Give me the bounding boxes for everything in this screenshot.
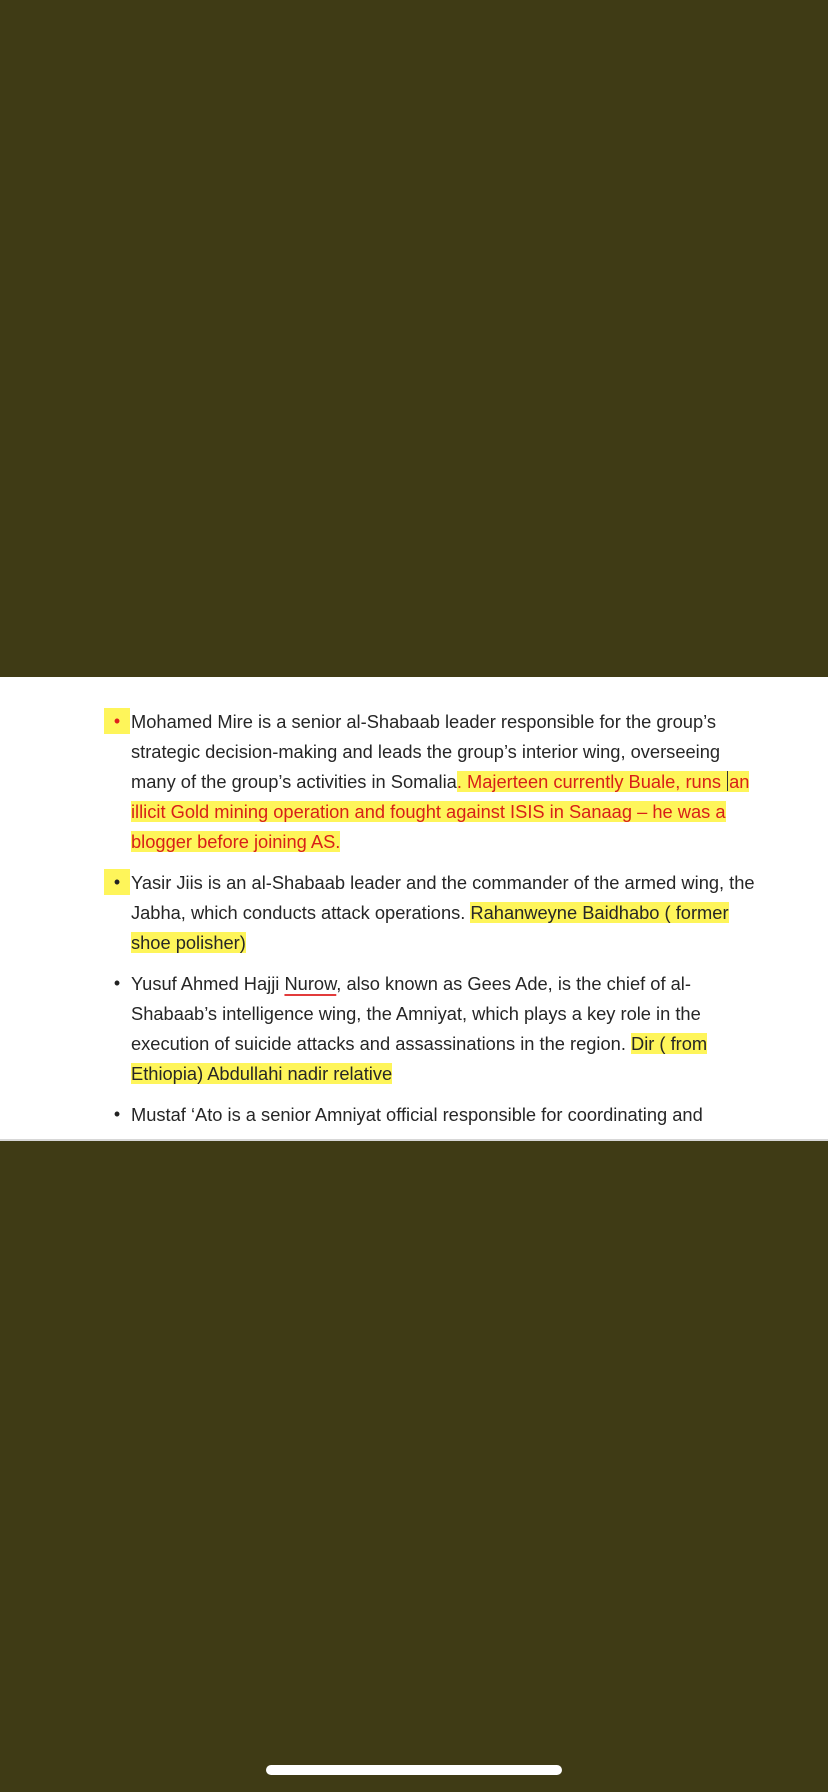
bullet-marker: • [104,869,130,895]
document-page[interactable] [0,677,828,1141]
paragraph[interactable] [131,707,756,857]
paragraph-text: Mustaf ‘Ato is a senior Amniyat official responsible for coordinating and [131,1104,703,1125]
paragraph-text: Mohamed Mire is a senior al-Shabaab leader responsible for the group’s strategic decision-making and leads the group’s interior wing, overseeing many of the group’s activities in Somalia [131,711,721,792]
bullet-marker: • [113,972,121,993]
note-text: an illicit Gold mining operation and fought against ISIS in Sanaag – he was a blogger before joining AS. [131,771,750,852]
paragraph[interactable] [131,1100,756,1130]
list-item[interactable] [0,969,828,1089]
paragraph-text: Yusuf Ahmed Hajji [131,973,285,994]
list-item[interactable] [0,1100,828,1130]
bullet-marker: • [113,1103,121,1124]
highlighted-note: Dir ( from Ethiopia) Abdullahi nadir relative [131,1033,708,1084]
text-cursor [727,771,728,791]
bullet-marker: • [104,708,130,734]
list-item[interactable] [0,707,828,857]
page-divider [0,1139,828,1141]
paragraph[interactable] [131,969,756,1089]
paragraph-text: Yasir Jiis is an al-Shabaab leader and the commander of the armed wing, the Jabha, which conducts attack operations. [131,872,755,923]
misspelled-word[interactable]: Nurow [284,973,337,994]
note-text: . Majerteen currently Buale, runs [456,771,727,792]
highlighted-note: Rahanweyne Baidhabo ( former shoe polisher) [131,902,729,953]
paragraph-text: , also known as Gees Ade, is the chief of al-Shabaab’s intelligence wing, the Amniyat, which plays a key role in the execution of suicide attacks and assassinations in the region. [131,973,701,1054]
bullet-list [0,707,828,1141]
list-item[interactable] [0,868,828,958]
paragraph[interactable] [131,868,756,958]
home-indicator[interactable] [266,1765,562,1775]
